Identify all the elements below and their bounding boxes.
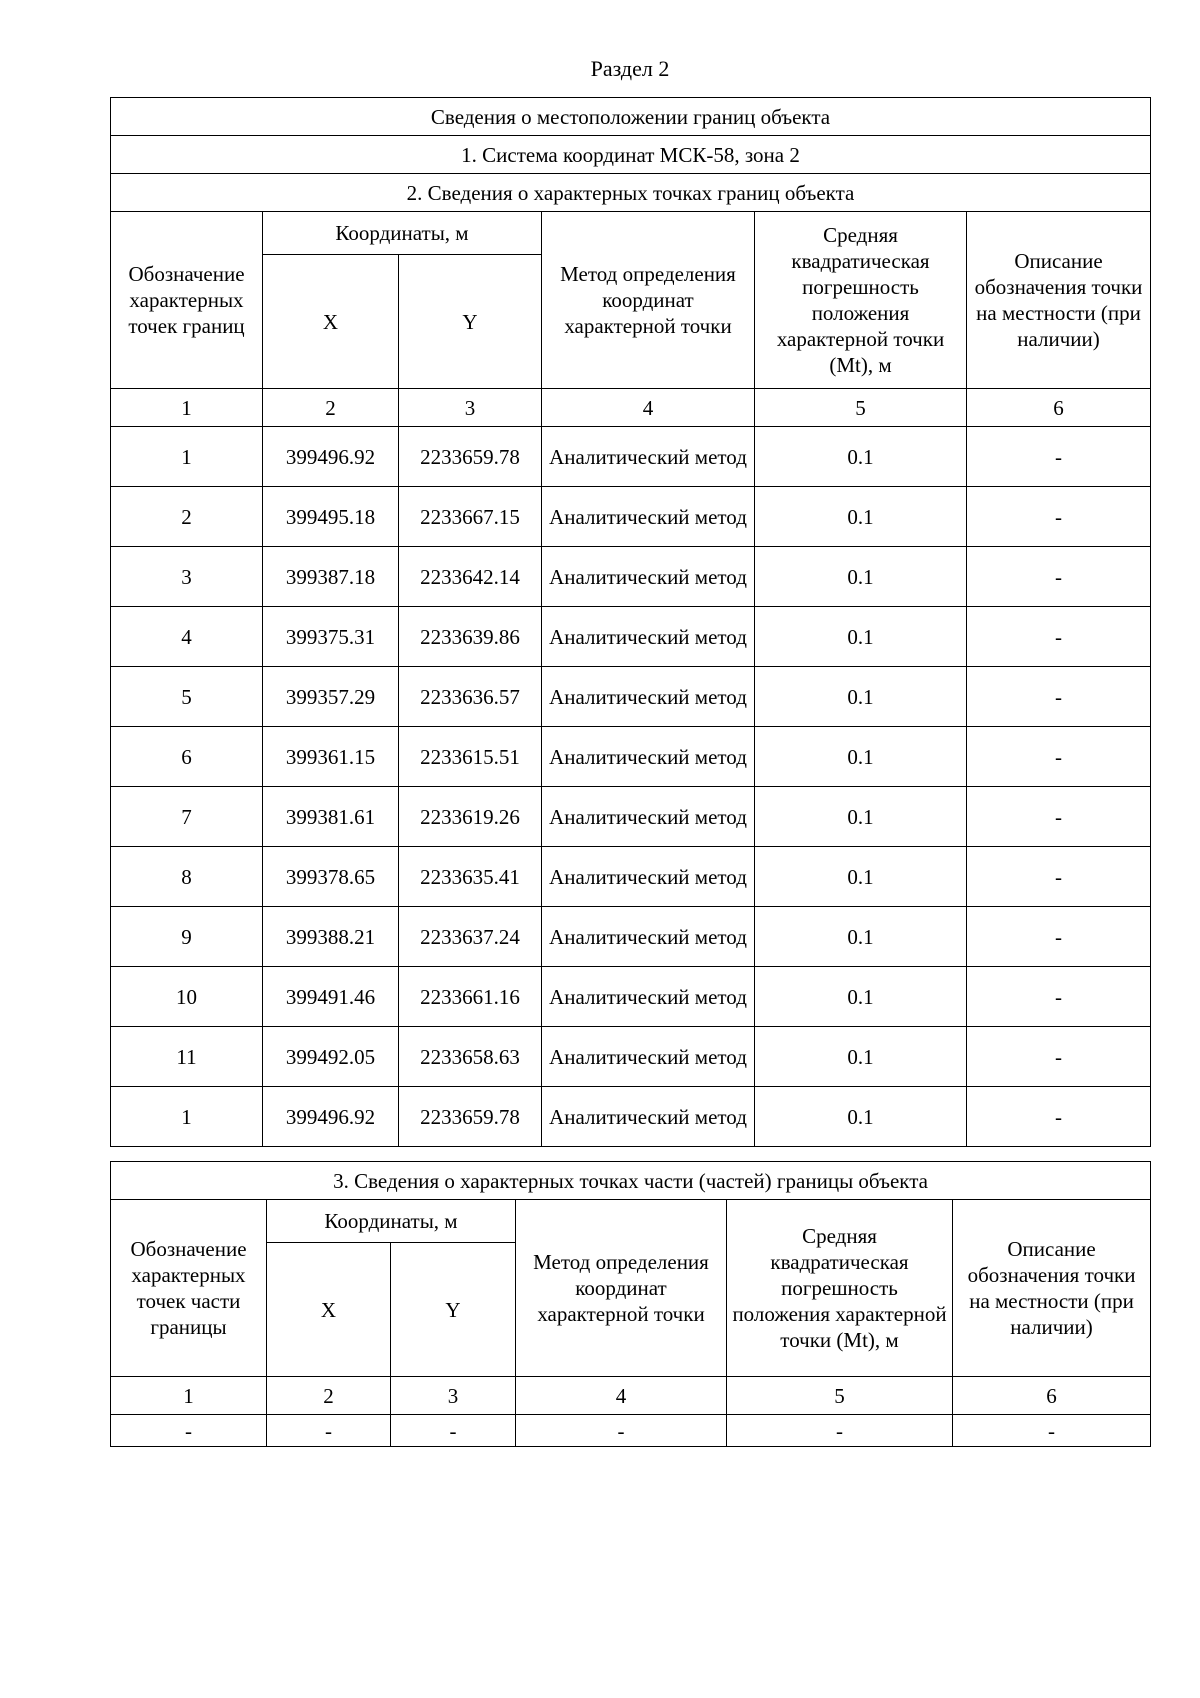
col-number: 2 bbox=[263, 389, 399, 427]
part-boundary-points-table bbox=[110, 1161, 1151, 1447]
col-number: 4 bbox=[542, 389, 755, 427]
y-cell: 2233667.15 bbox=[399, 487, 542, 547]
description-cell: - bbox=[967, 1087, 1151, 1147]
x-cell: 399361.15 bbox=[263, 727, 399, 787]
table-row bbox=[111, 607, 1151, 667]
table-cell: - bbox=[267, 1415, 391, 1447]
method-cell: Аналитический метод bbox=[542, 787, 755, 847]
description-cell: - bbox=[967, 967, 1151, 1027]
point-cell: 2 bbox=[111, 487, 263, 547]
description-cell: - bbox=[967, 1027, 1151, 1087]
table-row bbox=[111, 1027, 1151, 1087]
header-method: Метод определения координат характерной точки bbox=[542, 212, 755, 389]
point-cell: 10 bbox=[111, 967, 263, 1027]
table-cell: - bbox=[391, 1415, 516, 1447]
description-cell: - bbox=[967, 547, 1151, 607]
error-cell: 0.1 bbox=[755, 727, 967, 787]
table-row bbox=[111, 847, 1151, 907]
header-x: X bbox=[267, 1243, 391, 1377]
part1-header-row-1 bbox=[111, 212, 1151, 255]
col-number: 4 bbox=[516, 1377, 727, 1415]
error-cell: 0.1 bbox=[755, 847, 967, 907]
x-cell: 399357.29 bbox=[263, 667, 399, 727]
table-cell: - bbox=[516, 1415, 727, 1447]
point-cell: 8 bbox=[111, 847, 263, 907]
point-cell: 5 bbox=[111, 667, 263, 727]
method-cell: Аналитический метод bbox=[542, 727, 755, 787]
col-number: 2 bbox=[267, 1377, 391, 1415]
boundary-points-table bbox=[110, 97, 1151, 1147]
y-cell: 2233642.14 bbox=[399, 547, 542, 607]
section-label: Раздел 2 bbox=[590, 56, 670, 81]
header-description: Описание обозначения точки на местности (при наличии) bbox=[953, 1200, 1151, 1377]
table-row bbox=[111, 907, 1151, 967]
x-cell: 399496.92 bbox=[263, 427, 399, 487]
col-number: 3 bbox=[399, 389, 542, 427]
col-number: 1 bbox=[111, 1377, 267, 1415]
error-cell: 0.1 bbox=[755, 487, 967, 547]
table-row bbox=[111, 967, 1151, 1027]
part1-heading-row bbox=[111, 174, 1151, 212]
error-cell: 0.1 bbox=[755, 607, 967, 667]
y-cell: 2233639.86 bbox=[399, 607, 542, 667]
header-coords: Координаты, м bbox=[263, 212, 542, 255]
point-cell: 9 bbox=[111, 907, 263, 967]
x-cell: 399387.18 bbox=[263, 547, 399, 607]
x-cell: 399491.46 bbox=[263, 967, 399, 1027]
error-cell: 0.1 bbox=[755, 1087, 967, 1147]
point-cell: 1 bbox=[111, 1087, 263, 1147]
col-number: 5 bbox=[727, 1377, 953, 1415]
header-y: Y bbox=[391, 1243, 516, 1377]
col-number: 6 bbox=[967, 389, 1151, 427]
part2-heading: 3. Сведения о характерных точках части (частей) границы объекта bbox=[111, 1162, 1151, 1200]
method-cell: Аналитический метод bbox=[542, 487, 755, 547]
part1-rows bbox=[111, 427, 1151, 1147]
header-error: Средняя квадратическая погрешность положения характерной точки (Mt), м bbox=[727, 1200, 953, 1377]
point-cell: 7 bbox=[111, 787, 263, 847]
table-title: Сведения о местоположении границ объекта bbox=[111, 98, 1151, 136]
table-title-row bbox=[111, 98, 1151, 136]
col-number: 5 bbox=[755, 389, 967, 427]
part2-header-row-1 bbox=[111, 1200, 1151, 1243]
description-cell: - bbox=[967, 727, 1151, 787]
description-cell: - bbox=[967, 847, 1151, 907]
table-row bbox=[111, 667, 1151, 727]
point-cell: 1 bbox=[111, 427, 263, 487]
error-cell: 0.1 bbox=[755, 787, 967, 847]
table-row bbox=[111, 1087, 1151, 1147]
description-cell: - bbox=[967, 427, 1151, 487]
x-cell: 399375.31 bbox=[263, 607, 399, 667]
header-x: X bbox=[263, 255, 399, 389]
table-cell: - bbox=[111, 1415, 267, 1447]
x-cell: 399496.92 bbox=[263, 1087, 399, 1147]
method-cell: Аналитический метод bbox=[542, 907, 755, 967]
y-cell: 2233659.78 bbox=[399, 1087, 542, 1147]
x-cell: 399381.61 bbox=[263, 787, 399, 847]
col-number: 6 bbox=[953, 1377, 1151, 1415]
y-cell: 2233619.26 bbox=[399, 787, 542, 847]
table-cell: - bbox=[727, 1415, 953, 1447]
error-cell: 0.1 bbox=[755, 427, 967, 487]
y-cell: 2233635.41 bbox=[399, 847, 542, 907]
method-cell: Аналитический метод bbox=[542, 607, 755, 667]
y-cell: 2233659.78 bbox=[399, 427, 542, 487]
method-cell: Аналитический метод bbox=[542, 427, 755, 487]
table-row bbox=[111, 427, 1151, 487]
error-cell: 0.1 bbox=[755, 1027, 967, 1087]
y-cell: 2233615.51 bbox=[399, 727, 542, 787]
table-row bbox=[111, 787, 1151, 847]
table-cell: - bbox=[953, 1415, 1151, 1447]
method-cell: Аналитический метод bbox=[542, 967, 755, 1027]
coordinate-system-row bbox=[111, 136, 1151, 174]
error-cell: 0.1 bbox=[755, 907, 967, 967]
error-cell: 0.1 bbox=[755, 547, 967, 607]
x-cell: 399495.18 bbox=[263, 487, 399, 547]
header-coords: Координаты, м bbox=[267, 1200, 516, 1243]
description-cell: - bbox=[967, 487, 1151, 547]
error-cell: 0.1 bbox=[755, 667, 967, 727]
header-method: Метод определения координат характерной точки bbox=[516, 1200, 727, 1377]
description-cell: - bbox=[967, 607, 1151, 667]
method-cell: Аналитический метод bbox=[542, 847, 755, 907]
description-cell: - bbox=[967, 787, 1151, 847]
x-cell: 399378.65 bbox=[263, 847, 399, 907]
point-cell: 11 bbox=[111, 1027, 263, 1087]
part2-column-numbers bbox=[111, 1377, 1151, 1415]
coordinate-system: 1. Система координат МСК-58, зона 2 bbox=[111, 136, 1151, 174]
x-cell: 399492.05 bbox=[263, 1027, 399, 1087]
part2-empty-row bbox=[111, 1415, 1151, 1447]
y-cell: 2233661.16 bbox=[399, 967, 542, 1027]
table-row bbox=[111, 727, 1151, 787]
part2-heading-row bbox=[111, 1162, 1151, 1200]
method-cell: Аналитический метод bbox=[542, 667, 755, 727]
point-cell: 6 bbox=[111, 727, 263, 787]
point-cell: 3 bbox=[111, 547, 263, 607]
description-cell: - bbox=[967, 907, 1151, 967]
part1-column-numbers bbox=[111, 389, 1151, 427]
y-cell: 2233658.63 bbox=[399, 1027, 542, 1087]
table-row bbox=[111, 547, 1151, 607]
method-cell: Аналитический метод bbox=[542, 1027, 755, 1087]
col-number: 3 bbox=[391, 1377, 516, 1415]
header-designation: Обозначение характерных точек границ bbox=[111, 212, 263, 389]
y-cell: 2233637.24 bbox=[399, 907, 542, 967]
header-designation: Обозначение характерных точек части границы bbox=[111, 1200, 267, 1377]
error-cell: 0.1 bbox=[755, 967, 967, 1027]
header-error: Средняя квадратическая погрешность положения характерной точки (Mt), м bbox=[755, 212, 967, 389]
col-number: 1 bbox=[111, 389, 263, 427]
method-cell: Аналитический метод bbox=[542, 1087, 755, 1147]
point-cell: 4 bbox=[111, 607, 263, 667]
x-cell: 399388.21 bbox=[263, 907, 399, 967]
table-row bbox=[111, 487, 1151, 547]
method-cell: Аналитический метод bbox=[542, 547, 755, 607]
header-y: Y bbox=[399, 255, 542, 389]
header-description: Описание обозначения точки на местности (при наличии) bbox=[967, 212, 1151, 389]
y-cell: 2233636.57 bbox=[399, 667, 542, 727]
part1-heading: 2. Сведения о характерных точках границ объекта bbox=[111, 174, 1151, 212]
description-cell: - bbox=[967, 667, 1151, 727]
